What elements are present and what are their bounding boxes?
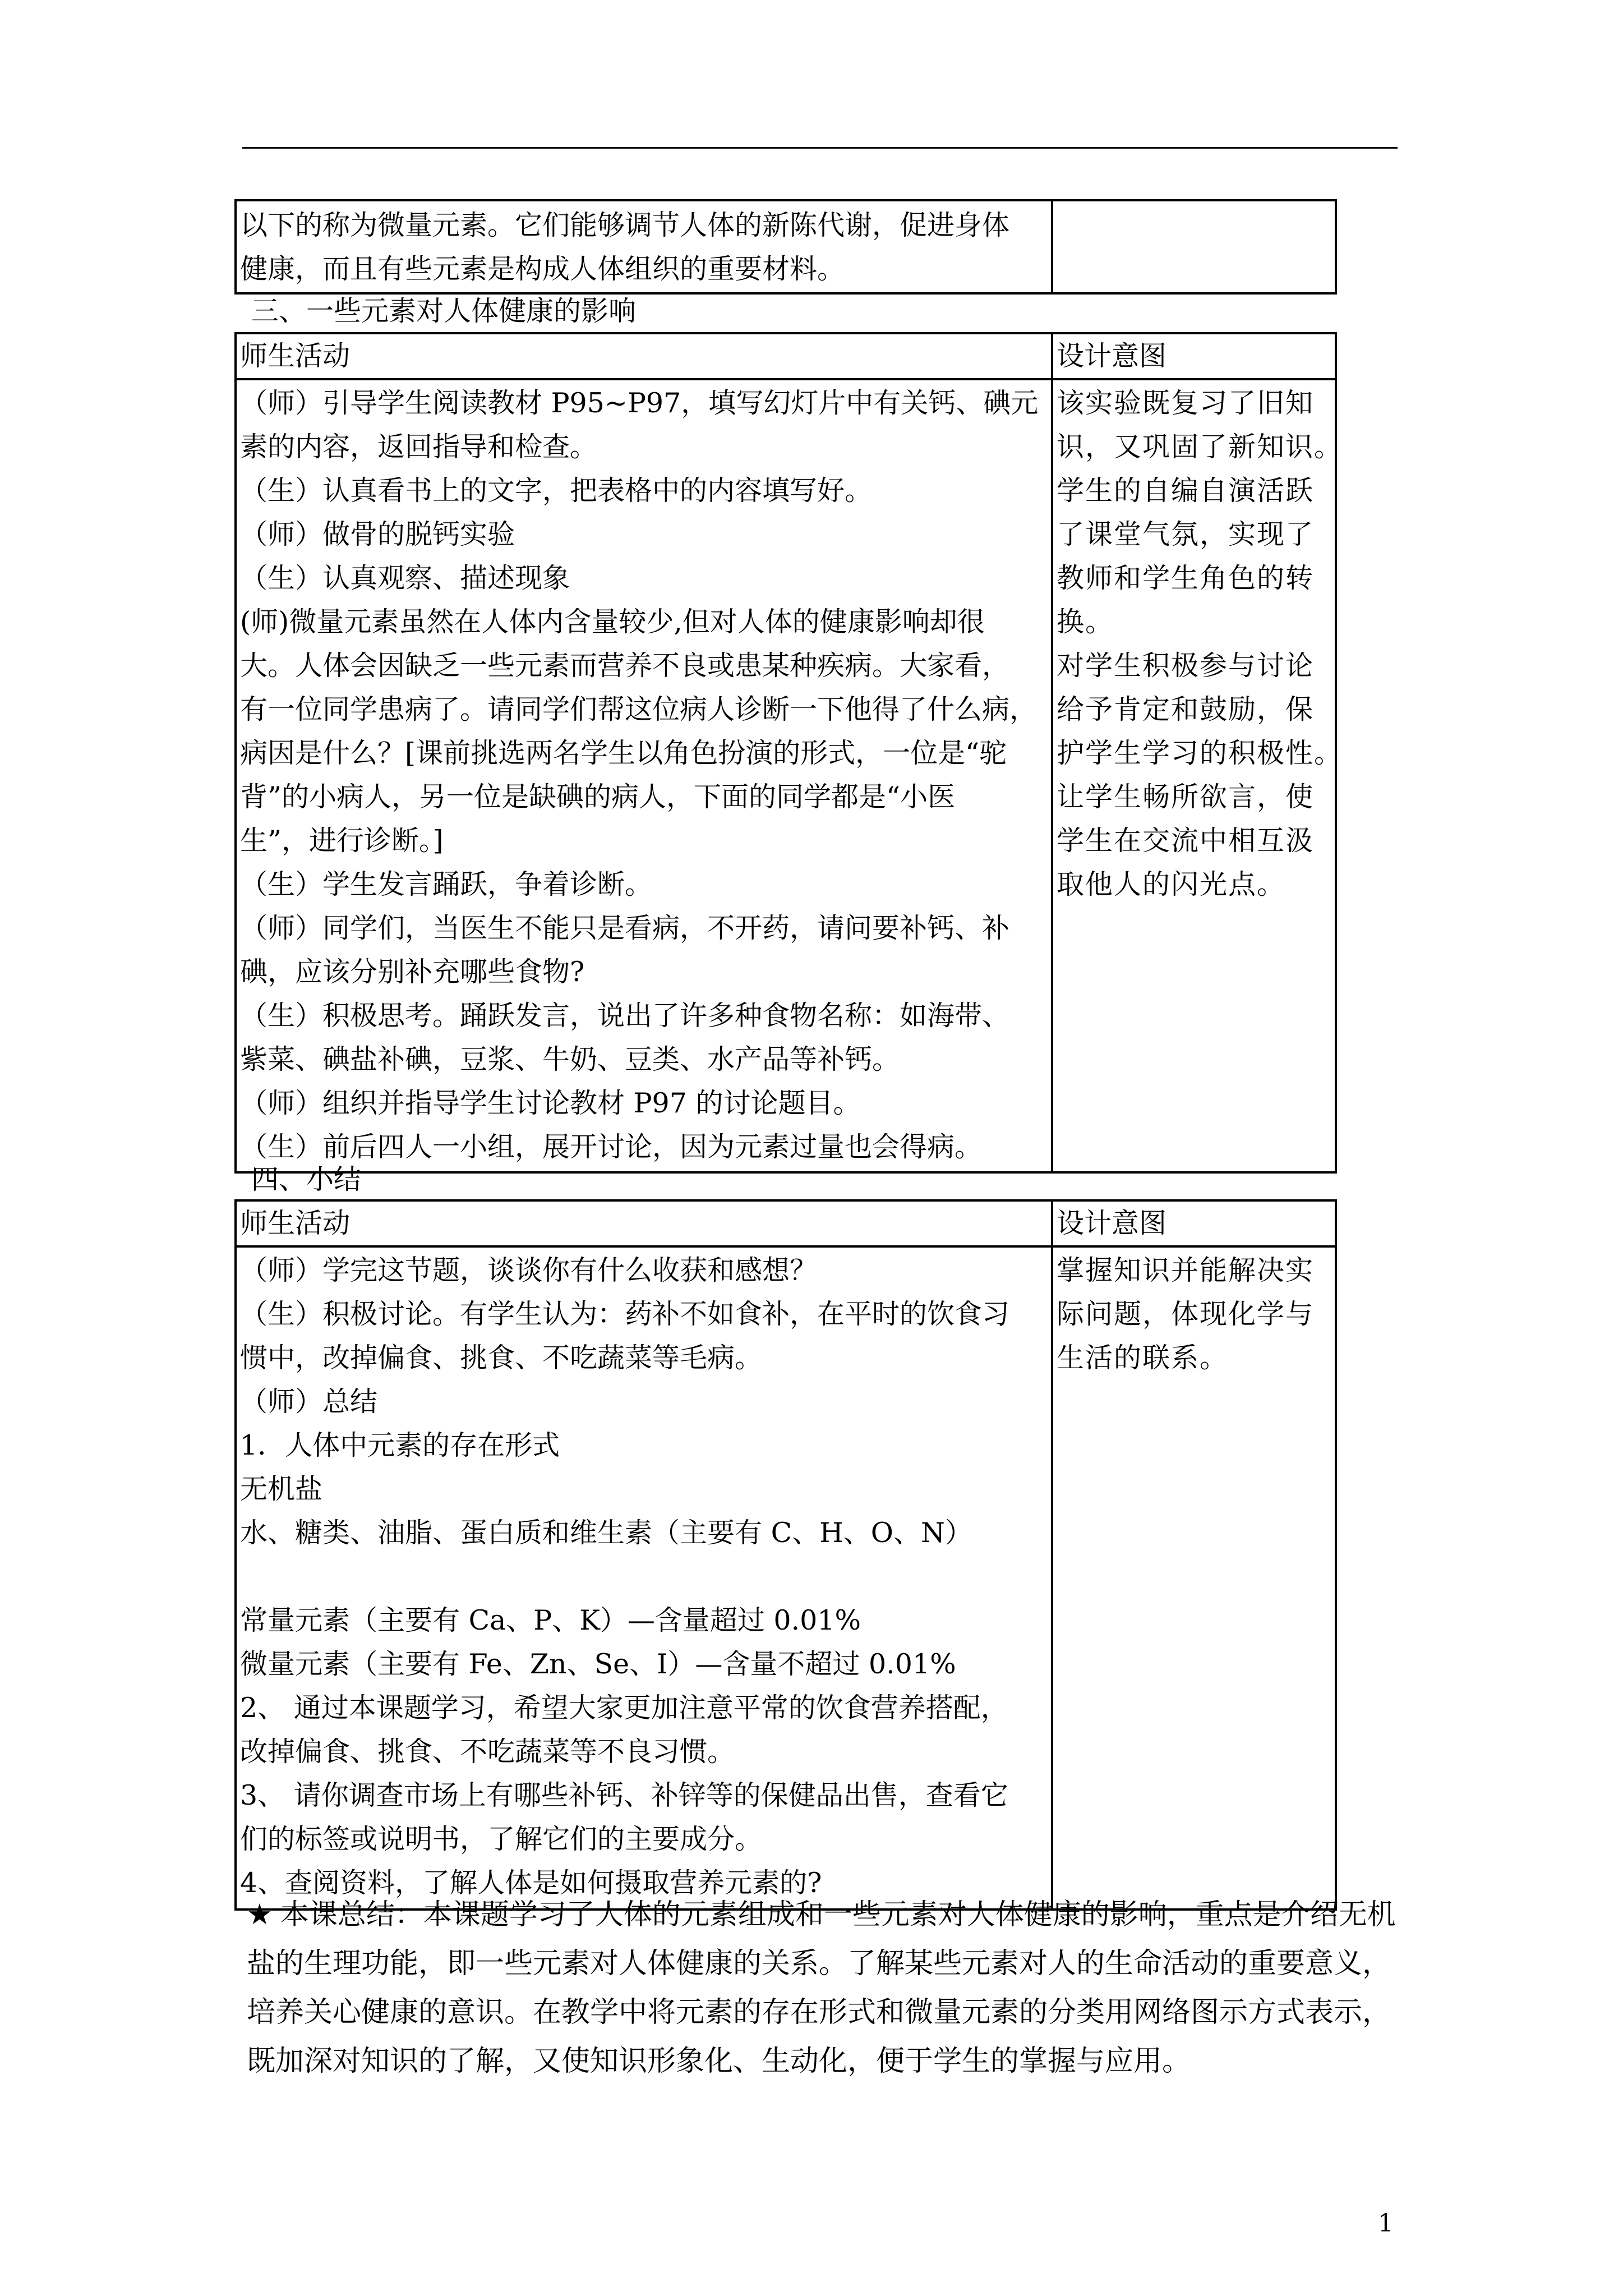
blank-line: [240, 1555, 1048, 1599]
table-header-row: [236, 1200, 1336, 1246]
text-line: 大。人体会因缺乏一些元素而营养不良或患某种疾病。大家看，: [240, 650, 1010, 682]
text-line: （生）前后四人一小组，展开讨论，因为元素过量也会得病。: [240, 1131, 983, 1163]
text-line: 常量元素（主要有 Ca、P、K）—含量超过 0.01%: [240, 1604, 861, 1636]
table-row: [236, 200, 1336, 293]
header-activity: 师生活动: [236, 1200, 1052, 1246]
text-line: 背”的小病人，另一位是缺碘的病人，下面的同学都是“小医: [240, 781, 956, 813]
text-line: （生）积极思考。踊跃发言，说出了许多种食物名称：如海带、: [240, 1000, 1010, 1032]
text-line: 让学生畅所欲言，使: [1057, 781, 1315, 813]
text-line: 微量元素（主要有 Fe、Zn、Se、I）—含量不超过 0.01%: [240, 1648, 956, 1680]
text-line: （师）组织并指导学生讨论教材 P97 的讨论题目。: [240, 1087, 861, 1119]
design-cell: [1052, 1246, 1336, 1910]
table-row: [236, 1246, 1336, 1910]
text-line: （师）引导学生阅读教材 P95~P97，填写幻灯片中有关钙、碘元: [240, 387, 1039, 419]
lesson-summary: [247, 1890, 1396, 2086]
text-line: 素的内容，返回指导和检查。: [240, 431, 598, 463]
activity-cell: [236, 1246, 1052, 1910]
section-title-3: 三、一些元素对人体健康的影响: [251, 295, 637, 327]
design-cell: [1052, 200, 1336, 293]
text-line: 生”，进行诊断。]: [240, 825, 444, 857]
section3-table: [234, 332, 1343, 1174]
text-line: 们的标签或说明书，了解它们的主要成分。: [240, 1823, 763, 1855]
text-line: 碘，应该分别补充哪些食物?: [240, 956, 585, 988]
text-line: 换。: [1057, 606, 1114, 638]
text-line: 以下的称为微量元素。它们能够调节人体的新陈代谢，促进身体: [240, 209, 1010, 241]
text-line: 学生的自编自演活跃: [1057, 475, 1315, 507]
text-line: 学生在交流中相互汲: [1057, 825, 1315, 857]
text-line: 取他人的闪光点。: [1057, 868, 1286, 900]
text-line: 生活的联系。: [1057, 1342, 1229, 1374]
text-line: （生）认真看书上的文字，把表格中的内容填写好。: [240, 475, 873, 507]
text-line: （师）做骨的脱钙实验: [240, 518, 515, 550]
text-line: 病因是什么？[课前挑选两名学生以角色扮演的形式，一位是“驼: [240, 737, 1007, 769]
activity-cell: [236, 200, 1052, 293]
header-design: 设计意图: [1052, 1200, 1336, 1246]
text-line: 紫菜、碘盐补碘，豆浆、牛奶、豆类、水产品等补钙。: [240, 1043, 900, 1075]
text-line: (师)微量元素虽然在人体内含量较少,但对人体的健康影响却很: [240, 606, 985, 638]
text-line: 无机盐: [240, 1473, 323, 1505]
text-line: 健康，而且有些元素是构成人体组织的重要材料。: [240, 253, 845, 285]
text-line: （生）积极讨论。有学生认为：药补不如食补，在平时的饮食习: [240, 1298, 1010, 1330]
text-line: 了课堂气氛，实现了: [1057, 518, 1315, 550]
text-line: 给予肯定和鼓励，保: [1057, 693, 1315, 725]
text-line: 对学生积极参与讨论: [1057, 650, 1315, 682]
text-line: 4、查阅资料，了解人体是如何摄取营养元素的?: [240, 1867, 822, 1899]
design-cell: [1052, 379, 1343, 1172]
text-line: 改掉偏食、挑食、不吃蔬菜等不良习惯。: [240, 1736, 735, 1768]
text-line: （生）认真观察、描述现象: [240, 562, 570, 594]
table-header-row: [236, 333, 1336, 379]
text-line: 3、 请你调查市场上有哪些补钙、补锌等的保健品出售，查看它: [240, 1779, 1008, 1811]
page-number: 1: [1378, 2209, 1394, 2238]
section4-table: [234, 1199, 1337, 1911]
text-line: 惯中，改掉偏食、挑食、不吃蔬菜等毛病。: [240, 1342, 763, 1374]
continued-table: [234, 199, 1337, 295]
header-design: 设计意图: [1052, 333, 1336, 379]
text-line: 有一位同学患病了。请同学们帮这位病人诊断一下他得了什么病，: [240, 693, 1038, 725]
text-line: 教师和学生角色的转: [1057, 562, 1315, 594]
text-line: 掌握知识并能解决实: [1057, 1254, 1315, 1286]
text-line: （师）总结: [240, 1386, 378, 1418]
header-activity: 师生活动: [236, 333, 1052, 379]
header-rule: [242, 147, 1398, 149]
text-line: （师）同学们，当医生不能只是看病，不开药，请问要补钙、补: [240, 912, 1010, 944]
star-icon: ★: [247, 1898, 273, 1931]
table-row: [236, 379, 1336, 1172]
text-line: （生）学生发言踊跃，争着诊断。: [240, 868, 653, 900]
text-line: 护学生学习的积极性。: [1057, 737, 1343, 769]
summary-text: 本课总结：本课题学习了人体的元素组成和一些元素对人体健康的影响，重点是介绍无机盐的生理功能，即一些元素对人体健康的关系。了解某些元素对人的生命活动的重要意义，培养关心健康的意识。在教学中将元素的存在形式和微量元素的分类用网络图示方式表示，既加深对知识的了解，又使知识形象化、生动化，便于学生的掌握与应用。: [247, 1898, 1396, 2078]
text-line: 水、糖类、油脂、蛋白质和维生素（主要有 C、H、O、N）: [240, 1517, 972, 1549]
text-line: （师）学完这节题，谈谈你有什么收获和感想？: [240, 1254, 818, 1286]
text-line: 1．人体中元素的存在形式: [240, 1429, 560, 1461]
text-line: 识，又巩固了新知识。: [1057, 431, 1343, 463]
activity-cell: [236, 379, 1052, 1172]
section-title-4: 四、小结: [251, 1163, 362, 1195]
text-line: 2、 通过本课题学习，希望大家更加注意平常的饮食营养搭配，: [240, 1692, 1008, 1724]
text-line: 际问题，体现化学与: [1057, 1298, 1315, 1330]
text-line: 该实验既复习了旧知: [1057, 387, 1315, 419]
